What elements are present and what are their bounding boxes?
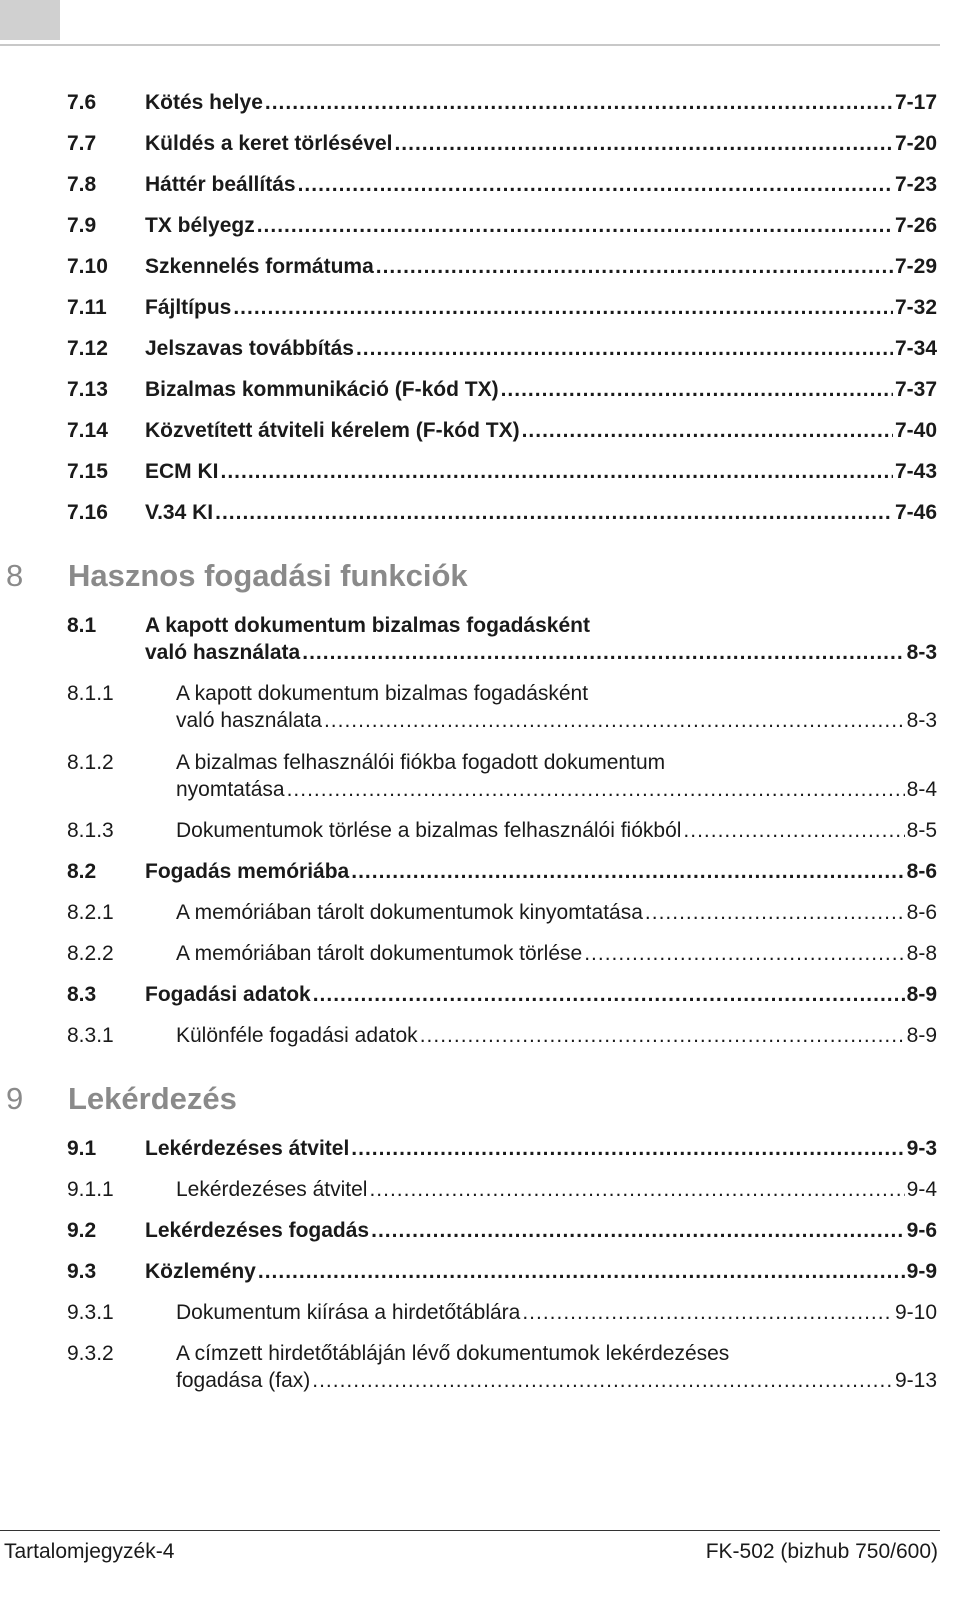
- toc-title: Fogadási adatok: [145, 983, 311, 1006]
- toc-title: Fájltípus: [145, 296, 232, 319]
- toc-page: 7-26: [894, 214, 937, 237]
- toc-entry-7-10[interactable]: [67, 253, 937, 280]
- toc-entry-9-1[interactable]: [67, 1135, 937, 1162]
- toc-entry-8-1-2[interactable]: [67, 749, 937, 803]
- toc-title: Közlemény: [145, 1260, 256, 1283]
- toc-entry-7-13[interactable]: [67, 376, 937, 403]
- toc-title: Lekérdezéses átvitel: [176, 1178, 368, 1201]
- toc-number: 7.10: [67, 255, 108, 278]
- toc-title: V.34 KI: [145, 501, 214, 524]
- toc-entry-7-16[interactable]: [67, 499, 937, 526]
- toc-number: 8.3: [67, 983, 97, 1006]
- toc-title: ECM KI: [145, 460, 219, 483]
- toc-entry-8-2[interactable]: [67, 858, 937, 885]
- toc-page: 9-6: [906, 1219, 937, 1242]
- dot-leader: [351, 858, 904, 885]
- dot-leader: [287, 776, 905, 803]
- toc-title: Fogadás memóriába: [145, 860, 350, 883]
- toc-number: 8.1.2: [67, 751, 114, 774]
- toc-number: 8.3.1: [67, 1024, 114, 1047]
- dot-leader: [221, 458, 893, 485]
- footer-rule: [0, 1530, 940, 1531]
- dot-leader: [265, 89, 893, 116]
- toc-title: Lekérdezéses átvitel: [145, 1137, 350, 1160]
- toc-entry-9-1-1[interactable]: [67, 1176, 937, 1203]
- toc-title: Szkennelés formátuma: [145, 255, 374, 278]
- toc-number: 7.13: [67, 378, 108, 401]
- toc-title: Bizalmas kommunikáció (F-kód TX): [145, 378, 499, 401]
- toc-page: 8-3: [906, 709, 937, 732]
- toc-title: Jelszavas továbbítás: [145, 337, 354, 360]
- toc-entry-7-7[interactable]: [67, 130, 937, 157]
- dot-leader: [683, 817, 904, 844]
- toc-page: 7-34: [894, 337, 937, 360]
- toc-title: Dokumentum kiírása a hirdetőtáblára: [176, 1301, 521, 1324]
- toc-entry-9-3-1[interactable]: [67, 1299, 937, 1326]
- toc-entry-8-2-1[interactable]: [67, 899, 937, 926]
- toc-page: 7-43: [894, 460, 937, 483]
- toc-page: 9-10: [894, 1301, 937, 1324]
- chapter-number: 9: [6, 1081, 24, 1116]
- dot-leader: [376, 253, 893, 280]
- toc-number: 9.3.1: [67, 1301, 114, 1324]
- toc-title: való használata: [145, 641, 301, 664]
- toc-title: Küldés a keret törlésével: [145, 132, 393, 155]
- dot-leader: [394, 130, 893, 157]
- toc-number: 8.1.1: [67, 682, 114, 705]
- toc-title-line: A kapott dokumentum bizalmas fogadásként: [176, 682, 589, 705]
- dot-leader: [351, 1135, 904, 1162]
- toc-entry-8-3[interactable]: [67, 981, 937, 1008]
- toc-entry-8-1-3[interactable]: [67, 817, 937, 844]
- toc-title-line: A bizalmas felhasználói fiókba fogadott dokumentum: [176, 751, 666, 774]
- toc-entry-7-15[interactable]: [67, 458, 937, 485]
- toc-title: TX bélyegz: [145, 214, 255, 237]
- toc-page: 8-6: [906, 860, 937, 883]
- dot-leader: [356, 335, 893, 362]
- toc-entry-7-6[interactable]: [67, 89, 937, 116]
- dot-leader: [233, 294, 893, 321]
- toc-number: 7.11: [67, 296, 107, 319]
- toc-title-line: A kapott dokumentum bizalmas fogadásként: [145, 614, 590, 637]
- toc-entry-7-11[interactable]: [67, 294, 937, 321]
- toc-page: 8-3: [906, 641, 937, 664]
- dot-leader: [324, 707, 905, 734]
- toc-entry-8-1-1[interactable]: [67, 680, 937, 734]
- dot-leader: [313, 981, 905, 1008]
- toc-title: Háttér beállítás: [145, 173, 296, 196]
- footer-product-label: FK-502 (bizhub 750/600): [705, 1540, 938, 1563]
- toc-page: 7-32: [894, 296, 937, 319]
- dot-leader: [369, 1176, 904, 1203]
- toc-number: 8.2.1: [67, 901, 114, 924]
- toc-page: 7-46: [894, 501, 937, 524]
- dot-leader: [371, 1217, 905, 1244]
- toc-page: 7-23: [894, 173, 937, 196]
- toc-number: 8.2: [67, 860, 97, 883]
- toc-number: 7.8: [67, 173, 97, 196]
- toc-page: 9-13: [894, 1369, 937, 1392]
- toc-entry-9-3[interactable]: [67, 1258, 937, 1285]
- toc-entry-7-8[interactable]: [67, 171, 937, 198]
- toc-title: Lekérdezéses fogadás: [145, 1219, 370, 1242]
- toc-page: 7-40: [894, 419, 937, 442]
- toc-title: A memóriában tárolt dokumentumok kinyomtatása: [176, 901, 643, 924]
- toc-page: 9-3: [906, 1137, 937, 1160]
- toc-title: fogadása (fax): [176, 1369, 311, 1392]
- toc-entry-7-12[interactable]: [67, 335, 937, 362]
- toc-number: 9.2: [67, 1219, 97, 1242]
- dot-leader: [645, 899, 905, 926]
- toc-page: 8-9: [906, 1024, 937, 1047]
- dot-leader: [298, 171, 893, 198]
- dot-leader: [584, 940, 904, 967]
- toc-entry-7-14[interactable]: [67, 417, 937, 444]
- toc-entry-9-2[interactable]: [67, 1217, 937, 1244]
- toc-entry-8-2-2[interactable]: [67, 940, 937, 967]
- toc-number: 7.9: [67, 214, 97, 237]
- toc-title-line: A címzett hirdetőtábláján lévő dokumentumok lekérdezéses: [176, 1342, 730, 1365]
- toc-page: 7-29: [894, 255, 937, 278]
- toc-page: 8-6: [906, 901, 937, 924]
- footer-page-label: Tartalomjegyzék-4: [4, 1540, 175, 1563]
- toc-entry-8-1[interactable]: [67, 612, 937, 666]
- toc-number: 9.1.1: [67, 1178, 114, 1201]
- toc-title: Közvetített átviteli kérelem (F-kód TX): [145, 419, 520, 442]
- dot-leader: [215, 499, 893, 526]
- toc-page: 9-9: [906, 1260, 937, 1283]
- toc-number: 9.3: [67, 1260, 97, 1283]
- toc-number: 7.7: [67, 132, 97, 155]
- toc-page: 7-20: [894, 132, 937, 155]
- toc-number: 7.16: [67, 501, 108, 524]
- toc-entry-9-3-2[interactable]: [67, 1340, 937, 1394]
- chapter-title: Lekérdezés: [68, 1081, 237, 1116]
- toc-page: 8-4: [906, 778, 937, 801]
- toc-page: 8-8: [906, 942, 937, 965]
- toc-number: 7.12: [67, 337, 108, 360]
- toc-number: 8.1: [67, 614, 97, 637]
- dot-leader: [522, 1299, 893, 1326]
- dot-leader: [258, 1258, 905, 1285]
- toc-title: nyomtatása: [176, 778, 285, 801]
- toc-number: 7.14: [67, 419, 108, 442]
- toc-number: 9.3.2: [67, 1342, 114, 1365]
- toc-number: 8.1.3: [67, 819, 114, 842]
- toc-number: 8.2.2: [67, 942, 114, 965]
- dot-leader: [420, 1022, 905, 1049]
- toc-number: 7.6: [67, 91, 97, 114]
- toc-title: való használata: [176, 709, 322, 732]
- toc-title: Dokumentumok törlése a bizalmas felhasználói fiókból: [176, 819, 682, 842]
- chapter-title: Hasznos fogadási funkciók: [68, 558, 468, 593]
- chapter-number: 8: [6, 558, 24, 593]
- toc-title: Kötés helye: [145, 91, 263, 114]
- dot-leader: [522, 417, 893, 444]
- toc-page: 7-17: [894, 91, 937, 114]
- dot-leader: [501, 376, 893, 403]
- toc-entry-7-9[interactable]: [67, 212, 937, 239]
- dot-leader: [312, 1367, 893, 1394]
- toc-page: 8-5: [906, 819, 937, 842]
- dot-leader: [302, 639, 904, 666]
- toc-title: A memóriában tárolt dokumentumok törlése: [176, 942, 583, 965]
- toc-page: 7-37: [894, 378, 937, 401]
- toc-number: 7.15: [67, 460, 108, 483]
- dot-leader: [257, 212, 893, 239]
- toc-page: 9-4: [906, 1178, 937, 1201]
- toc-title: Különféle fogadási adatok: [176, 1024, 418, 1047]
- toc-number: 9.1: [67, 1137, 97, 1160]
- toc-page: 8-9: [906, 983, 937, 1006]
- toc-entry-8-3-1[interactable]: [67, 1022, 937, 1049]
